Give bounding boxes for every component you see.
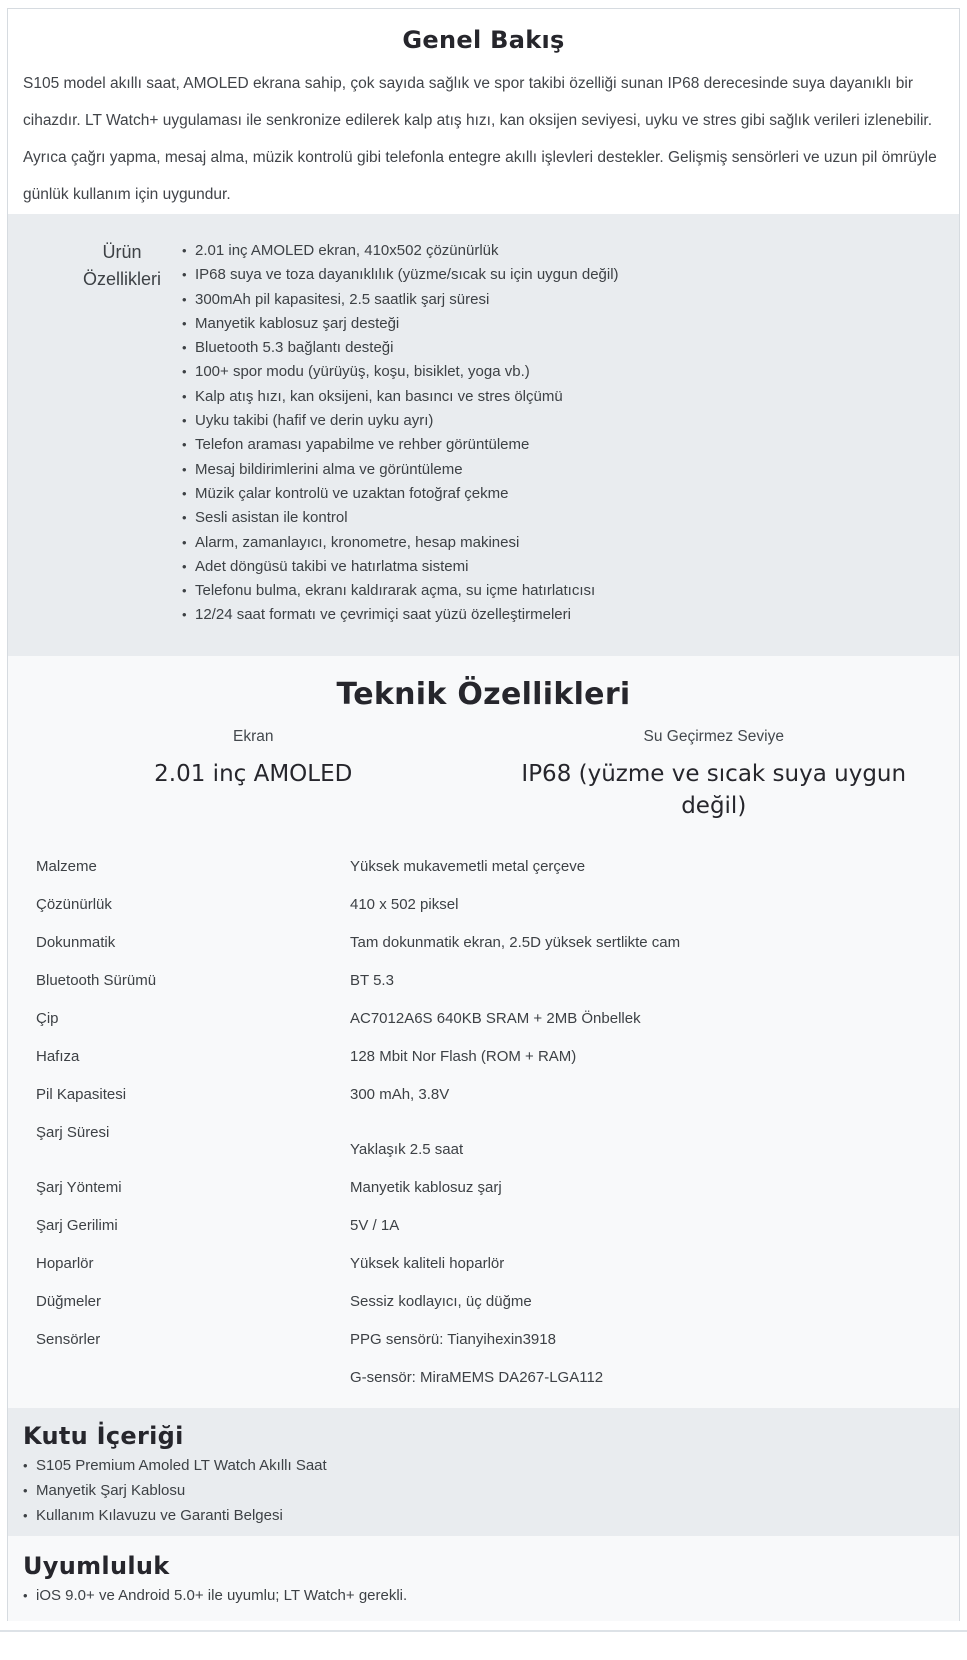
- spec-row: [36, 924, 944, 962]
- spec-row: [36, 1000, 944, 1038]
- box-contents-title: Kutu İçeriği: [23, 1421, 184, 1450]
- spec-value: AC7012A6S 640KB SRAM + 2MB Önbellek: [350, 1010, 641, 1028]
- spec-row: [36, 848, 944, 886]
- tech-highlight-label: Ekran: [233, 727, 274, 745]
- feature-item: • Alarm, zamanlayıcı, kronometre, hesap makinesi: [182, 531, 619, 555]
- compatibility-list: [23, 1583, 944, 1608]
- feature-item: • Sesli asistan ile kontrol: [182, 506, 619, 530]
- spec-label: Düğmeler: [36, 1293, 102, 1311]
- spec-table: [23, 848, 944, 1397]
- feature-item: • 100+ spor modu (yürüyüş, koşu, bisiklet, yoga vb.): [182, 360, 619, 384]
- spec-label: Çözünürlük: [36, 896, 112, 914]
- compatibility-section: [8, 1536, 959, 1621]
- spec-row: [36, 1207, 944, 1245]
- spec-row: [36, 1245, 944, 1283]
- tech-highlight: [23, 726, 484, 822]
- spec-label: Pil Kapasitesi: [36, 1086, 127, 1104]
- spec-label: Bluetooth Sürümü: [36, 972, 157, 990]
- tech-highlight-value: 2.01 inç AMOLED: [154, 760, 353, 787]
- product-detail-card: [7, 8, 960, 1621]
- technical-specs-title: Teknik Özellikleri: [336, 676, 631, 712]
- spec-label: [36, 1367, 350, 1388]
- feature-item: • Mesaj bildirimlerini alma ve görüntüleme: [182, 458, 619, 482]
- spec-label: Hoparlör: [36, 1255, 94, 1273]
- spec-label: Malzeme: [36, 858, 97, 876]
- spec-row: [36, 1038, 944, 1076]
- overview-paragraph: S105 model akıllı saat, AMOLED ekrana sahip, çok sayıda sağlık ve spor takibi özelliği sunan IP68 derecesinde suya dayanıklı bir cihazdır. LT Watch+ uygulaması ile senkronize edilerek kalp atış hızı, kan oksijen seviyesi, uyku ve stres gibi sağlık verileri izlenebilir. Ayrıca çağrı yapma, mesaj alma, müzik kontrolü gibi telefonla entegre akıllı işlevleri destekler. Gelişmiş sensörleri ve uzun pil ömrüyle günlük kullanım için uygundur.: [23, 75, 937, 203]
- feature-item: • Bluetooth 5.3 bağlantı desteği: [182, 336, 619, 360]
- box-content-item: • Manyetik Şarj Kablosu: [23, 1478, 944, 1503]
- feature-item: • Telefonu bulma, ekranı kaldırarak açma, su içme hatırlatıcısı: [182, 579, 619, 603]
- spec-row: [36, 1359, 944, 1397]
- spec-value: Yüksek mukavemetli metal çerçeve: [350, 858, 586, 876]
- spec-value: Manyetik kablosuz şarj: [350, 1179, 502, 1197]
- feature-item: • Kalp atış hızı, kan oksijeni, kan basıncı ve stres ölçümü: [182, 385, 619, 409]
- spec-value: 300 mAh, 3.8V: [350, 1086, 450, 1104]
- spec-value: G-sensör: MiraMEMS DA267-LGA112: [350, 1369, 604, 1387]
- product-features-section: [8, 214, 959, 656]
- spec-value: BT 5.3: [350, 972, 394, 990]
- spec-label: Şarj Süresi: [36, 1124, 110, 1142]
- spec-label: Çip: [36, 1010, 59, 1028]
- feature-item: • 2.01 inç AMOLED ekran, 410x502 çözünürlük: [182, 239, 619, 263]
- feature-item: • Adet döngüsü takibi ve hatırlatma sistemi: [182, 555, 619, 579]
- spec-label: Şarj Gerilimi: [36, 1217, 118, 1235]
- feature-item: • Manyetik kablosuz şarj desteği: [182, 312, 619, 336]
- spec-row: [36, 1114, 944, 1169]
- tech-highlight-label: Su Geçirmez Seviye: [643, 727, 784, 745]
- box-contents-list: [23, 1453, 944, 1528]
- overview-title: Genel Bakış: [402, 26, 565, 54]
- box-contents-section: [8, 1408, 959, 1536]
- feature-item: • IP68 suya ve toza dayanıklılık (yüzme/sıcak su için uygun değil): [182, 263, 619, 287]
- spec-value: 5V / 1A: [350, 1217, 400, 1235]
- feature-item: • Telefon araması yapabilme ve rehber görüntüleme: [182, 433, 619, 457]
- spec-row: [36, 962, 944, 1000]
- compatibility-title: Uyumluluk: [23, 1551, 170, 1580]
- technical-specs-section: [8, 656, 959, 1408]
- spec-value: Tam dokunmatik ekran, 2.5D yüksek sertlikte cam: [350, 934, 681, 952]
- feature-item: • Müzik çalar kontrolü ve uzaktan fotoğraf çekme: [182, 482, 619, 506]
- box-content-item: • Kullanım Kılavuzu ve Garanti Belgesi: [23, 1503, 944, 1528]
- feature-item: • 300mAh pil kapasitesi, 2.5 saatlik şarj süresi: [182, 288, 619, 312]
- spec-value: 128 Mbit Nor Flash (ROM + RAM): [350, 1048, 577, 1066]
- spec-row: [36, 1283, 944, 1321]
- spec-row: [36, 1076, 944, 1114]
- tech-highlights: [23, 726, 944, 822]
- bottom-divider: [0, 1630, 967, 1632]
- spec-row: [36, 886, 944, 924]
- spec-value: Sessiz kodlayıcı, üç düğme: [350, 1293, 532, 1311]
- feature-item: • 12/24 saat formatı ve çevrimiçi saat yüzü özelleştirmeleri: [182, 603, 619, 627]
- spec-value: PPG sensörü: Tianyihexin3918: [350, 1331, 556, 1349]
- tech-highlight: [484, 726, 945, 822]
- spec-value: Yaklaşık 2.5 saat: [350, 1141, 464, 1159]
- overview-section: [8, 9, 959, 214]
- spec-label: Dokunmatik: [36, 934, 116, 952]
- features-label: Ürün Özellikleri: [82, 242, 161, 289]
- spec-label: Sensörler: [36, 1331, 101, 1349]
- tech-highlight-value: IP68 (yüzme ve sıcak suya uygun değil): [521, 760, 907, 819]
- compatibility-item: • iOS 9.0+ ve Android 5.0+ ile uyumlu; LT Watch+ gerekli.: [23, 1583, 944, 1608]
- spec-row: [36, 1169, 944, 1207]
- feature-item: • Uyku takibi (hafif ve derin uyku ayrı): [182, 409, 619, 433]
- spec-value: 410 x 502 piksel: [350, 896, 459, 914]
- spec-label: Hafıza: [36, 1048, 80, 1066]
- spec-row: [36, 1321, 944, 1359]
- spec-label: Şarj Yöntemi: [36, 1179, 122, 1197]
- box-content-item: • S105 Premium Amoled LT Watch Akıllı Saat: [23, 1453, 944, 1478]
- spec-value: Yüksek kaliteli hoparlör: [350, 1255, 505, 1273]
- features-list: [182, 239, 619, 628]
